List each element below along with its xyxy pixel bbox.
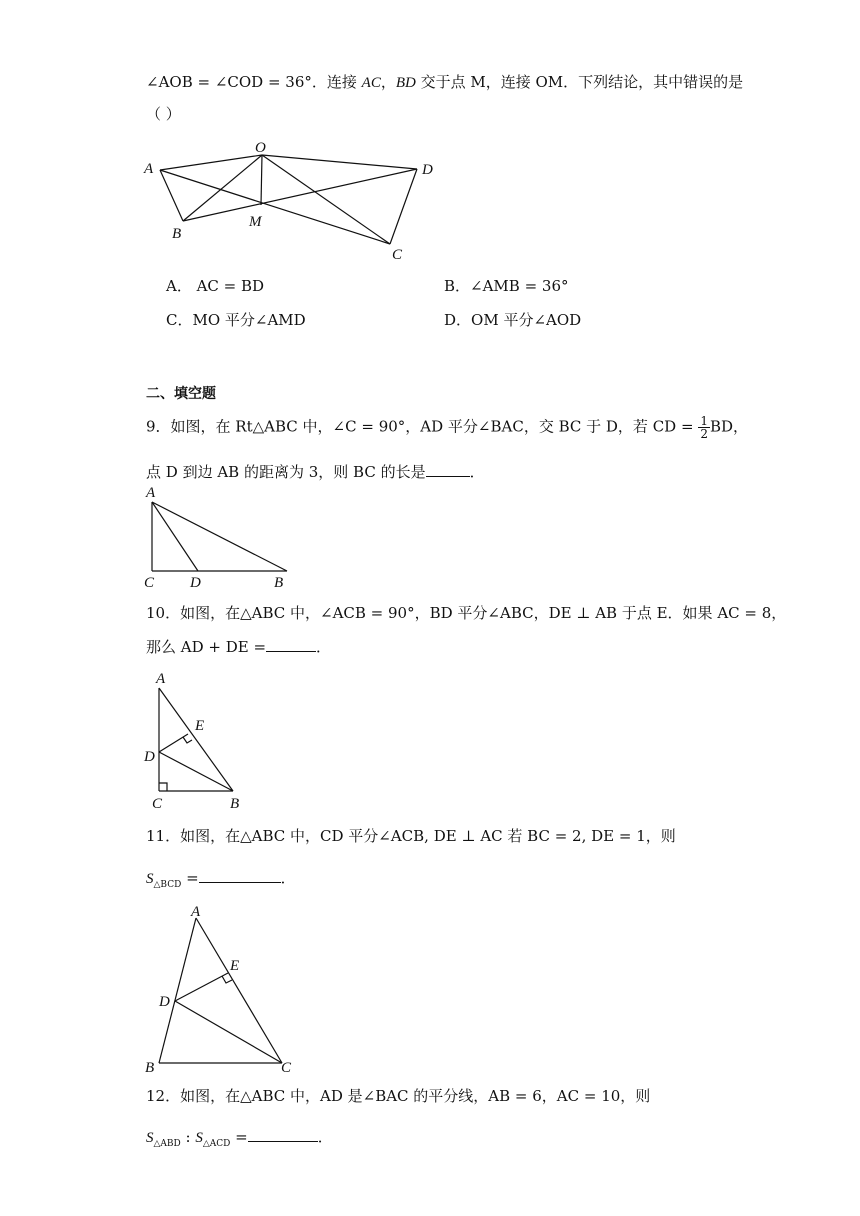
q9-label-d: D (190, 575, 201, 590)
q9-label-b: B (274, 575, 284, 590)
q12-s2: S (195, 1130, 203, 1146)
q9-line2 (146, 462, 485, 482)
q8-stem-rest: 交于点 M，连接 OM．下列结论，其中错误的是 (415, 73, 744, 91)
q8-label-c: C (392, 247, 403, 263)
q11-label-b: B (145, 1060, 155, 1075)
q10-label-e: E (195, 718, 205, 734)
q8-label-b: B (172, 226, 182, 242)
q12-s1-sub: △ABD (153, 1139, 181, 1149)
q8-stem-line1 (146, 72, 743, 93)
q11-answer-blank[interactable] (199, 868, 281, 883)
q12-s2-sub: △ACD (202, 1139, 231, 1149)
q11-eq: = (181, 869, 199, 887)
q9-frac-den: 2 (700, 427, 708, 441)
q9-label-a: A (146, 485, 156, 501)
q11-label-d: D (159, 994, 170, 1010)
q11-label-a: A (191, 904, 201, 920)
q9-line2-end: ． (469, 463, 485, 481)
q12-eq: = (230, 1128, 248, 1146)
q8-label-d: D (422, 162, 433, 178)
section-title: 二、填空题 (146, 386, 216, 402)
q8-label-a: A (144, 161, 154, 177)
q9-line1-a: 9．如图，在 Rt△ABC 中，∠C = 90°，AD 平分∠BAC，交 BC 于 D，若 CD = (146, 417, 694, 436)
q12-line1: 12．如图，在△ABC 中，AD 是∠BAC 的平分线，AB = 6，AC = 10，则 (146, 1087, 651, 1105)
q8-stem-ac: AC (361, 75, 381, 91)
q11-line1: 11．如图，在△ABC 中，CD 平分∠ACB, DE ⊥ AC 若 BC = 2, DE = 1，则 (146, 827, 676, 845)
q11-s-sub: △BCD (153, 880, 182, 890)
q12-colon: : (180, 1128, 196, 1146)
q12-end: ． (317, 1128, 333, 1146)
q8-stem-mid: ， (380, 73, 396, 91)
q12-s1: S (146, 1130, 154, 1146)
q9-fraction (698, 415, 710, 440)
q8-option-c[interactable]: C．MO 平分∠AMD (166, 311, 306, 329)
q9-line2-text: 点 D 到边 AB 的距离为 3，则 BC 的长是 (146, 463, 426, 481)
q8-stem-line2: （ ） (146, 105, 181, 123)
q11-line2-end: ． (280, 869, 296, 887)
q11-s: S (146, 871, 154, 887)
q10-answer-blank[interactable] (266, 637, 316, 652)
q11-label-c: C (281, 1060, 292, 1075)
q8-option-d[interactable]: D．OM 平分∠AOD (444, 311, 582, 329)
q10-line2-end: ． (316, 638, 332, 656)
q8-label-o: O (255, 140, 266, 156)
q9-answer-blank[interactable] (426, 462, 470, 477)
q8-stem-bd: BD (395, 75, 416, 91)
q9-label-c: C (144, 575, 155, 590)
q9-frac-num: 1 (700, 414, 708, 428)
q10-label-d: D (144, 749, 155, 765)
q10-label-c: C (152, 796, 163, 812)
q11-figure (140, 895, 300, 1075)
q8-option-a[interactable]: A． AC = BD (166, 277, 265, 295)
q10-figure (140, 664, 250, 812)
q10-line2 (146, 637, 331, 657)
q11-label-e: E (230, 958, 240, 974)
q9-line1-b: BD， (709, 417, 749, 436)
q12-line2 (146, 1127, 333, 1154)
q8-option-b[interactable]: B．∠AMB = 36° (444, 277, 569, 295)
q9-line1 (146, 415, 748, 440)
q8-label-m: M (249, 214, 262, 230)
q12-answer-blank[interactable] (248, 1127, 318, 1142)
q10-line1: 10．如图，在△ABC 中，∠ACB = 90°，BD 平分∠ABC，DE ⊥ AB 于点 E．如果 AC = 8， (146, 604, 787, 622)
q11-line2 (146, 868, 296, 895)
q8-figure (140, 138, 450, 266)
q8-stem-prefix: ∠AOB = ∠COD = 36°．连接 (146, 73, 362, 91)
q10-label-b: B (230, 796, 240, 812)
q10-line2-text: 那么 AD + DE = (146, 638, 267, 656)
q9-figure (140, 482, 300, 590)
q10-label-a: A (156, 671, 166, 687)
